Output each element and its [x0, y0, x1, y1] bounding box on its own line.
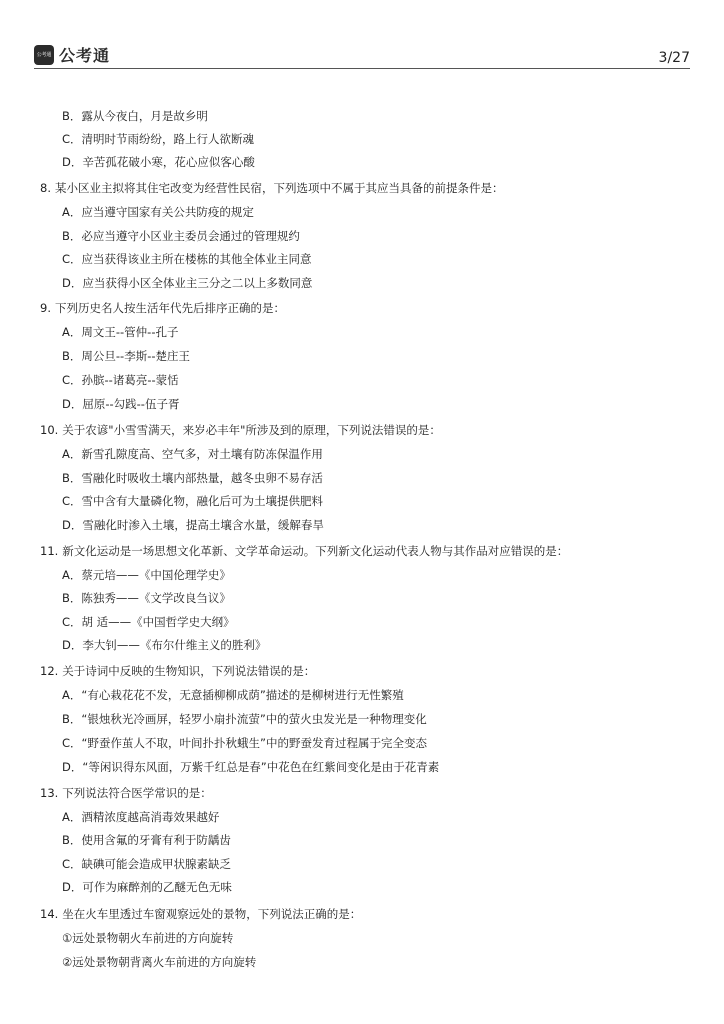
question-stem: [40, 180, 503, 196]
question-text: 下列历史名人按生活年代先后排序正确的是：: [54, 301, 285, 315]
answer-option: D．辛苦孤花破小寒，花心应似客心酸: [62, 155, 255, 169]
answer-option: C．缺碘可能会造成甲状腺素缺乏: [62, 857, 232, 871]
answer-option: C．清明时节雨纷纷，路上行人欲断魂: [62, 132, 255, 146]
question-number: 12.: [40, 664, 59, 678]
answer-option: D．李大钊——《布尔什维主义的胜利》: [62, 638, 267, 652]
question-stem: [40, 906, 361, 922]
question-text: 某小区业主拟将其住宅改变为经营性民宿，下列选项中不属于其应当具备的前提条件是：: [54, 181, 504, 195]
question-number: 14.: [40, 907, 59, 921]
question-text: 下列说法符合医学常识的是：: [62, 786, 212, 800]
logo-text: 公考通: [59, 46, 111, 65]
answer-option: B．“银烛秋光冷画屏，轻罗小扇扑流萤”中的萤火虫发光是一种物理变化: [62, 712, 427, 726]
answer-option: C．孙膑--诸葛亮--蒙恬: [62, 373, 179, 387]
answer-option: D．雪融化时渗入土壤，提高土壤含水量，缓解春旱: [62, 518, 324, 532]
answer-option: D．“等闲识得东风面，万紫千红总是春”中花色在红紫间变化是由于花青素: [62, 760, 440, 774]
question-stem: [40, 785, 212, 801]
answer-option: C．应当获得该业主所在楼栋的其他全体业主同意: [62, 252, 312, 266]
answer-option: C．胡 适——《中国哲学史大纲》: [62, 615, 235, 629]
answer-option: ①远处景物朝火车前进的方向旋转: [62, 931, 234, 945]
answer-option: B．雪融化时吸收土壤内部热量，越冬虫卵不易存活: [62, 471, 323, 485]
page-header: [34, 42, 690, 69]
question-text: 关于农谚"小雪雪满天，来岁必丰年"所涉及到的原理，下列说法错误的是：: [62, 423, 441, 437]
answer-option: A．蔡元培——《中国伦理学史》: [62, 568, 231, 582]
answer-option: D．屈原--勾践--伍子胥: [62, 397, 180, 411]
answer-option: D．应当获得小区全体业主三分之二以上多数同意: [62, 276, 313, 290]
question-stem: [40, 663, 315, 679]
question-text: 新文化运动是一场思想文化革新、文学革命运动。下列新文化运动代表人物与其作品对应错误的是：: [62, 544, 569, 558]
answer-option: B．必应当遵守小区业主委员会通过的管理规约: [62, 229, 300, 243]
question-stem: [40, 300, 285, 316]
answer-option: B．露从今夜白，月是故乡明: [62, 109, 208, 123]
question-text: 坐在火车里透过车窗观察远处的景物，下列说法正确的是：: [62, 907, 362, 921]
question-stem: [40, 422, 441, 438]
page-number: 3/27: [658, 50, 690, 66]
answer-option: ②远处景物朝背离火车前进的方向旋转: [62, 955, 257, 969]
answer-option: A．应当遵守国家有关公共防疫的规定: [62, 205, 254, 219]
answer-option: A．“有心栽花花不发，无意插柳柳成荫”描述的是柳树进行无性繁殖: [62, 688, 404, 702]
answer-option: B．使用含氟的牙膏有利于防龋齿: [62, 833, 231, 847]
answer-option: C．“野蚕作茧人不取，叶间扑扑秋蛾生”中的野蚕发育过程属于完全变态: [62, 736, 427, 750]
logo-badge-icon: 公考通: [34, 45, 54, 65]
question-number: 8.: [40, 181, 51, 195]
answer-option: B．陈独秀——《文学改良刍议》: [62, 591, 231, 605]
answer-option: D．可作为麻醉剂的乙醚无色无味: [62, 880, 232, 894]
answer-option: A．新雪孔隙度高、空气多，对土壤有防冻保温作用: [62, 447, 323, 461]
question-number: 10.: [40, 423, 59, 437]
question-number: 13.: [40, 786, 59, 800]
answer-option: C．雪中含有大量磷化物，融化后可为土壤提供肥料: [62, 494, 324, 508]
question-number: 11.: [40, 544, 59, 558]
logo: [34, 43, 110, 66]
question-stem: [40, 543, 568, 559]
answer-option: B．周公旦--李斯--楚庄王: [62, 349, 190, 363]
answer-option: A．酒精浓度越高消毒效果越好: [62, 810, 220, 824]
question-number: 9.: [40, 301, 51, 315]
answer-option: A．周文王--管仲--孔子: [62, 325, 179, 339]
question-text: 关于诗词中反映的生物知识，下列说法错误的是：: [62, 664, 316, 678]
